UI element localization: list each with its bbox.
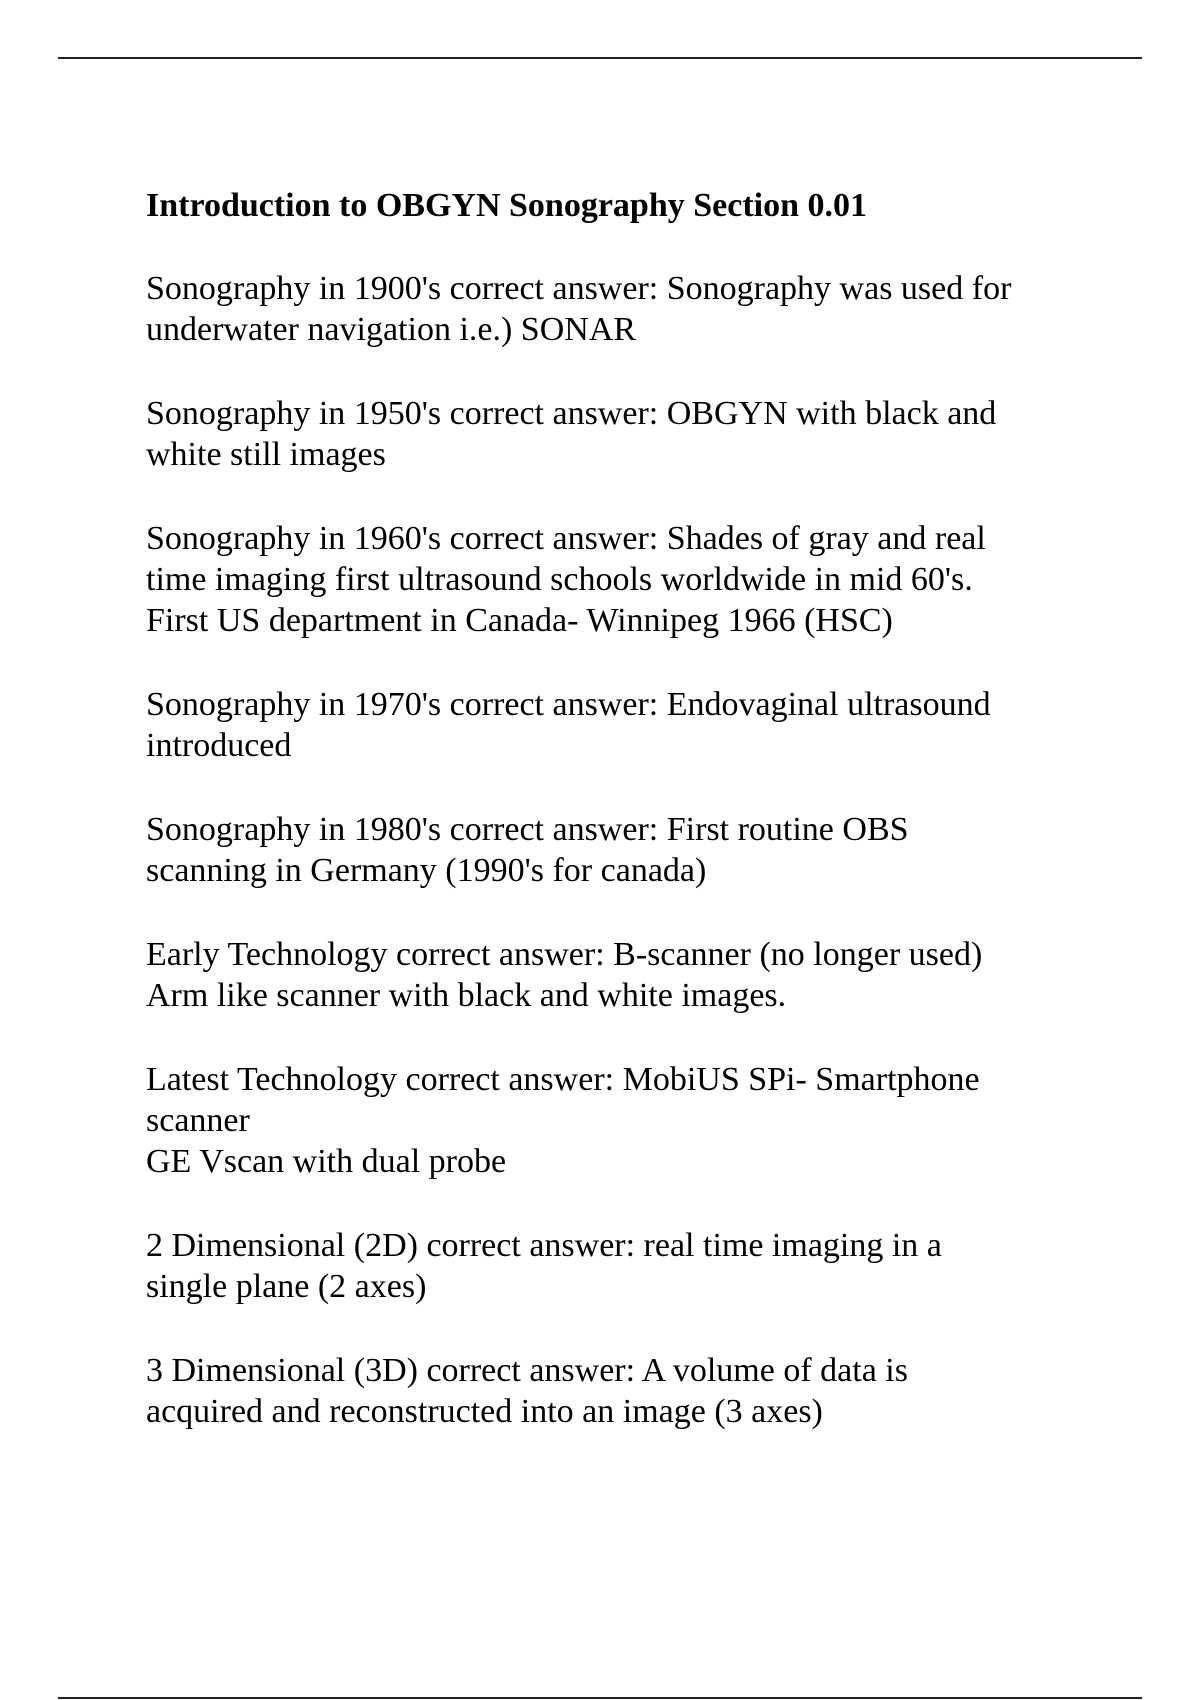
entry-1980s — [146, 809, 1086, 891]
page-title: Introduction to OBGYN Sonography Section 0.01 — [146, 187, 868, 224]
entry-line: 3 Dimensional (3D) correct answer: A volume of data is — [146, 1352, 908, 1389]
entry-line: Sonography in 1900's correct answer: Sonography was used for — [146, 270, 1012, 307]
header-rule — [58, 57, 1142, 59]
entry-line: Sonography in 1950's correct answer: OBGYN with black and — [146, 395, 997, 432]
entry-line: Latest Technology correct answer: MobiUS SPi- Smartphone — [146, 1061, 980, 1098]
entry-line: First US department in Canada- Winnipeg 1966 (HSC) — [146, 602, 893, 639]
entry-latest-technology — [146, 1059, 1086, 1182]
entry-3d — [146, 1350, 1086, 1432]
entry-line: Arm like scanner with black and white images. — [146, 977, 787, 1014]
entry-line: scanning in Germany (1990's for canada) — [146, 852, 707, 889]
entry-line: GE Vscan with dual probe — [146, 1143, 507, 1180]
entry-line: acquired and reconstructed into an image (3 axes) — [146, 1393, 823, 1430]
footer-rule — [58, 1697, 1142, 1699]
entry-line: underwater navigation i.e.) SONAR — [146, 311, 637, 348]
entry-1960s — [146, 518, 1086, 641]
entry-line: scanner — [146, 1102, 250, 1139]
entry-2d — [146, 1225, 1086, 1307]
entry-1950s — [146, 393, 1086, 475]
entry-line: white still images — [146, 436, 386, 473]
entry-line: Sonography in 1970's correct answer: Endovaginal ultrasound — [146, 686, 991, 723]
document-body — [146, 186, 1086, 1475]
entry-line: single plane (2 axes) — [146, 1268, 427, 1305]
entry-line: Early Technology correct answer: B-scanner (no longer used) — [146, 936, 983, 973]
entry-line: time imaging first ultrasound schools worldwide in mid 60's. — [146, 561, 973, 598]
entry-line: Sonography in 1980's correct answer: First routine OBS — [146, 811, 909, 848]
entry-early-technology — [146, 934, 1086, 1016]
entry-1900s — [146, 268, 1086, 350]
entry-line: introduced — [146, 727, 292, 764]
entry-line: Sonography in 1960's correct answer: Shades of gray and real — [146, 520, 986, 557]
entry-line: 2 Dimensional (2D) correct answer: real time imaging in a — [146, 1227, 942, 1264]
entry-1970s — [146, 684, 1086, 766]
